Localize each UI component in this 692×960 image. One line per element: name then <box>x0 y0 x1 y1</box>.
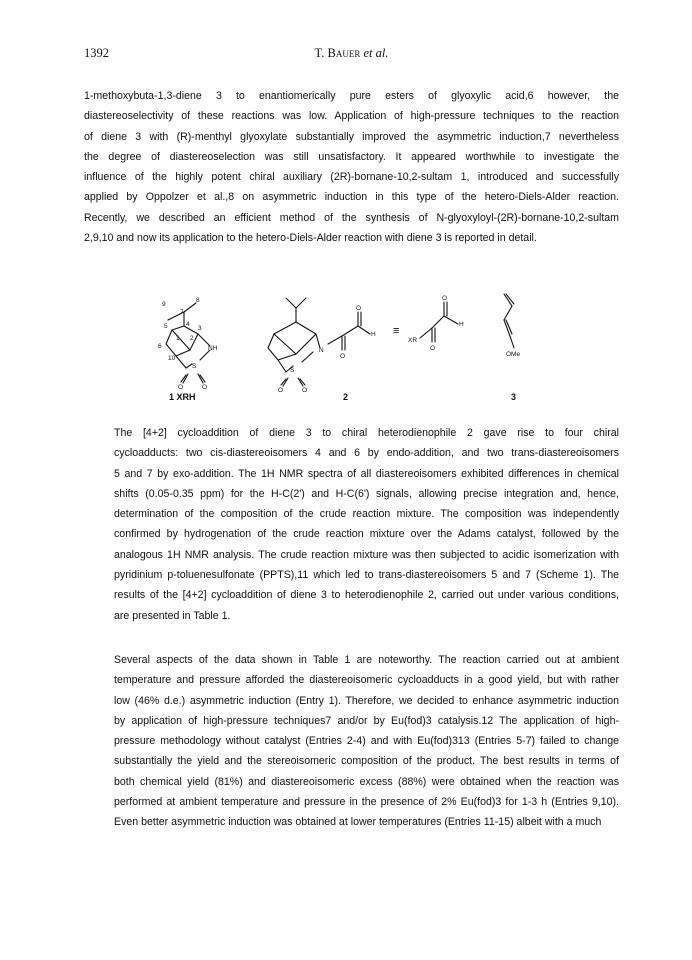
atom-label: O <box>442 295 448 302</box>
text-line: shifts (0.05-0.35 ppm) for the H-C(2') and H-C(6') signals, allowing precise integration and, hence, <box>114 487 619 500</box>
running-head-title <box>84 46 619 61</box>
atom-label: N <box>319 347 324 354</box>
atom-label: 3 <box>198 325 202 332</box>
text-line: 5 and 7 by exo-addition. The 1H NMR spectra of all diastereoisomers exhibited differences in chemical <box>114 467 619 480</box>
compound-2-short-structure <box>420 302 458 342</box>
compound-2-structure <box>268 298 370 386</box>
text-line: substantially the yield and the stereoisomeric composition of the product. The best results in terms of <box>114 755 619 768</box>
text-line: of diene 3 with (R)-menthyl glyoxylate substantially improved the asymmetric induction,7 nevertheless <box>84 130 619 143</box>
text-line: by application of high-pressure techniques7 and/or by Eu(fod)3 catalysis.12 The application of high- <box>114 714 619 727</box>
paragraph-cycloaddition-results <box>84 423 619 626</box>
atom-label: 1 <box>176 335 180 342</box>
atom-label: O <box>356 305 362 312</box>
text-line: temperature and pressure afforded the diastereoisomeric cycloadducts in a good yield, but with rather <box>114 674 619 687</box>
atom-label: O <box>278 387 284 394</box>
atom-label: XR <box>408 337 418 344</box>
atom-label: OMe <box>506 351 521 358</box>
text-line: low (46% d.e.) asymmetric induction (Entry 1). Therefore, we decided to enhance asymmetric induction <box>114 694 619 707</box>
compound-2-label: 2 <box>343 392 349 402</box>
text-line: cycloadducts: two cis-diastereoisomers 4 and 6 by endo-addition, and two trans-diastereoisomers <box>114 447 619 460</box>
text-line: analogous 1H NMR analysis. The crude reaction mixture was then subjected to acidic isomerization with <box>114 548 619 561</box>
text-line: Even better asymmetric induction was obtained at lower temperatures (Entries 11-15) albeit with a much <box>114 816 602 829</box>
text-line: diastereoselectivity of these reactions was low. Application of high-pressure techniques to the reaction <box>84 110 619 123</box>
atom-label: H <box>371 331 376 338</box>
page-number: 1392 <box>84 46 109 60</box>
paragraph-intro-continued <box>84 86 619 248</box>
text-line: 2,9,10 and now its application to the hetero-Diels-Alder reaction with diene 3 is reported in detail. <box>84 232 537 245</box>
text-line: the degree of diastereoselection was still unsatisfactory. It appeared worthwhile to investigate the <box>84 150 619 163</box>
text-line: pyridinium p-toluenesulfonate (PPTS),11 which led to trans-diastereoisomers 5 and 7 (Scheme 1). The <box>114 569 619 582</box>
atom-label: O <box>430 345 436 352</box>
atom-label: O <box>340 353 346 360</box>
text-line: confirmed by hydrogenation of the crude reaction mixture over the Adams catalyst, followed by the <box>114 528 619 541</box>
text-line: influence of the highly potent chiral auxiliary (2R)-bornane-10,2-sultam 1, introduced and successfully <box>84 171 619 184</box>
atom-label: O <box>202 384 208 391</box>
text-line: The [4+2] cycloaddition of diene 3 to chiral heterodienophile 2 gave rise to four chiral <box>114 427 619 439</box>
running-header <box>84 46 619 64</box>
compound-3-structure <box>504 294 514 348</box>
atom-label: S <box>192 363 197 370</box>
atom-label: O <box>178 384 184 391</box>
compound-3-label: 3 <box>511 392 517 402</box>
equivalence-sign: ≡ <box>393 325 400 337</box>
atom-label: 7 <box>180 309 184 316</box>
chemical-structures-figure <box>150 268 540 410</box>
atom-label: 2 <box>190 335 194 342</box>
atom-label: 4 <box>186 321 190 328</box>
text-line: are presented in Table 1. <box>114 609 231 622</box>
atom-label: 10 <box>168 355 176 362</box>
atom-label: O <box>302 387 308 394</box>
running-head-author: T. Bauer <box>314 46 361 60</box>
atom-label: 9 <box>162 301 166 308</box>
text-line: 1-methoxybuta-1,3-diene 3 to enantiomerically pure esters of glyoxylic acid,6 however, the <box>84 90 619 102</box>
text-line: Recently, we described an efficient method of the synthesis of N-glyoxyloyl-(2R)-bornane-10,2-sultam <box>84 211 619 224</box>
text-line: applied by Oppolzer et al.,8 on asymmetric induction in this type of the hetero-Diels-Alder reaction. <box>84 191 619 204</box>
atom-label: 5 <box>164 323 168 330</box>
text-line: results of the [4+2] cycloaddition of diene 3 to heterodienophile 2, carried out under various conditions, <box>114 589 619 602</box>
text-line: pressure methodology without catalyst (Entries 2-4) and with Eu(fod)313 (Entries 5-7) failed to change <box>114 735 619 748</box>
text-line: performed at ambient temperature and pressure in the presence of 2% Eu(fod)3 for 1-3 h (Entries 9,10). <box>114 796 619 809</box>
atom-label: NH <box>208 345 218 352</box>
text-line: determination of the composition of the crude reaction mixture. The composition was independently <box>114 508 619 521</box>
compound-1-label: 1 XRH <box>169 392 196 402</box>
running-head-et-al: et al. <box>360 46 389 60</box>
atom-label: H <box>459 321 464 328</box>
text-line: both chemical yield (81%) and diastereoisomeric excess (88%) were obtained when the reaction was <box>114 775 619 788</box>
atom-label: 8 <box>196 297 200 304</box>
text-line: Several aspects of the data shown in Table 1 are noteworthy. The reaction carried out at ambient <box>114 654 619 666</box>
paragraph-table-discussion <box>84 650 619 833</box>
compound-1-structure <box>166 303 210 383</box>
atom-label: 6 <box>158 343 162 350</box>
atom-label: S <box>290 367 295 374</box>
structures-svg <box>150 268 540 410</box>
